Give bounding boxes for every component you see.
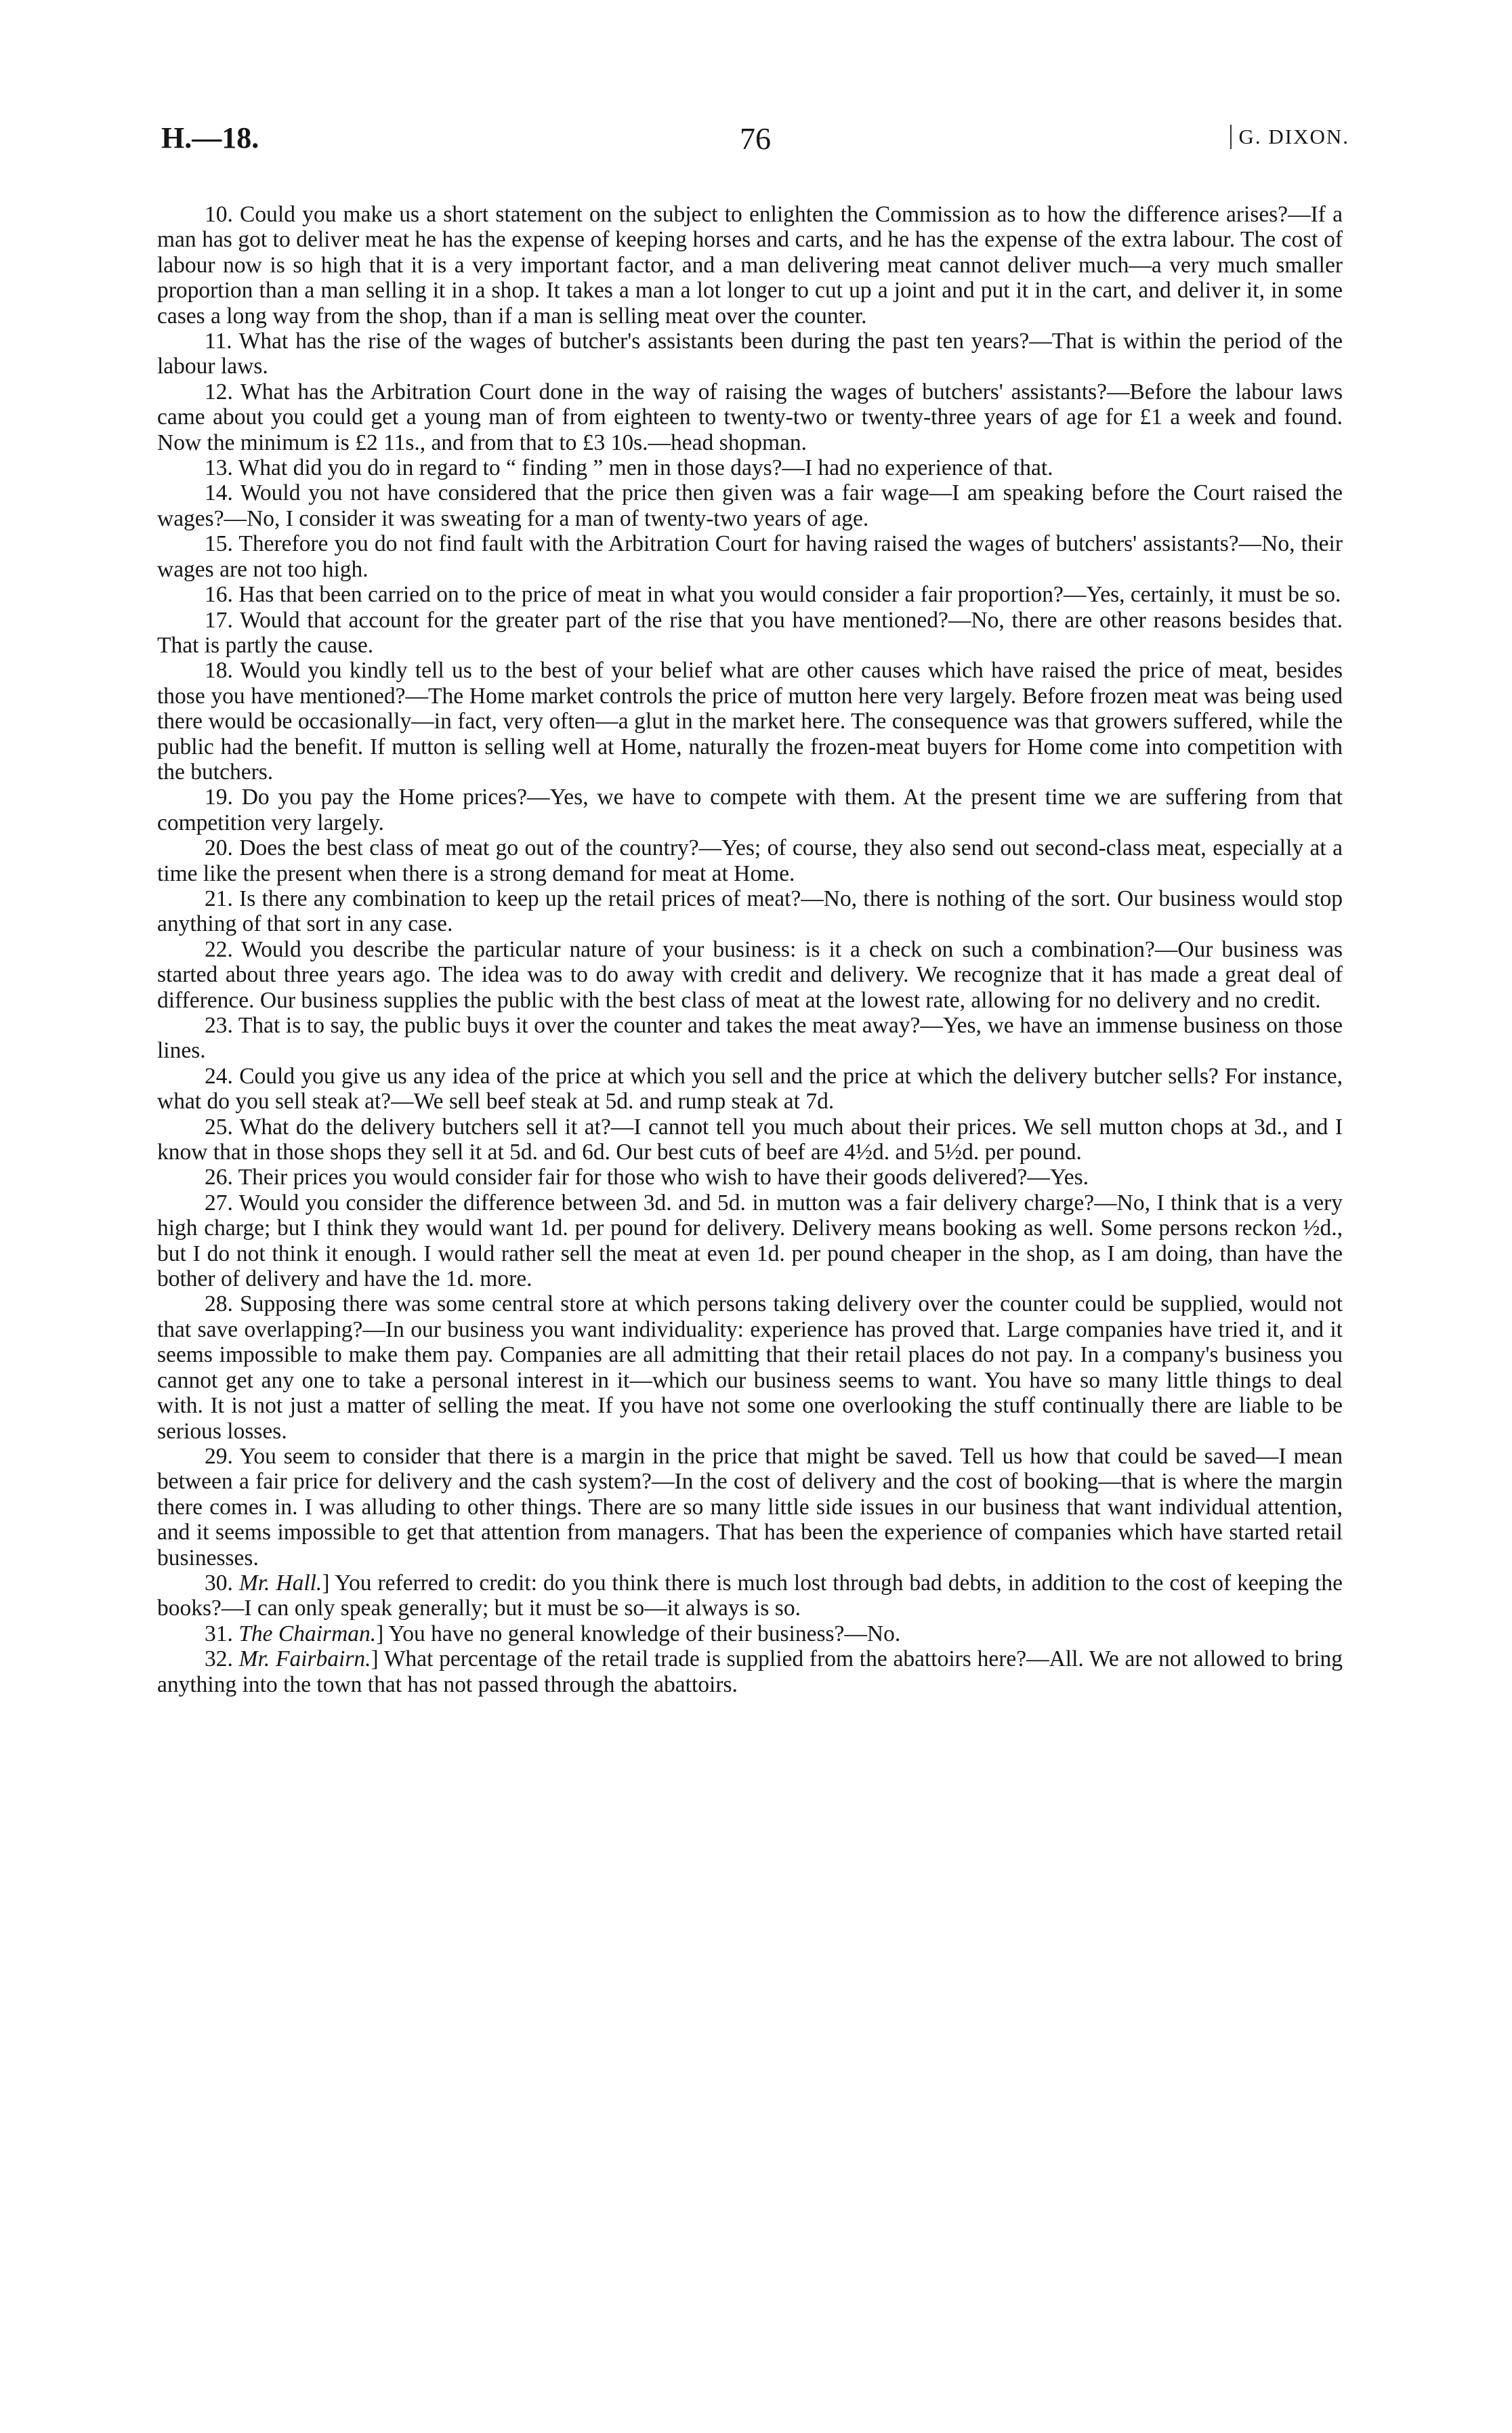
question-answer-paragraph xyxy=(157,202,1343,329)
question-answer-text: That is to say, the public buys it over the counter and takes the meat away?—Yes, we have an immense business on those lines. xyxy=(157,1013,1343,1064)
question-answer-text: What do the delivery butchers sell it at?—I cannot tell you much about their prices. We sell mutton chops at 3d., and I know that in those shops they sell it at 5d. and 6d. Our best cuts of beef are 4½d. and 5½d. per pound. xyxy=(157,1114,1343,1165)
question-answer-paragraph xyxy=(157,937,1343,1013)
question-answer-paragraph xyxy=(157,835,1343,886)
question-answer-text: Would you describe the particular nature of your business: is it a check on such a combination?—Our business was started about three years ago. The idea was to do away with credit and delivery. We recognize that it has made a great deal of difference. Our business supplies the public with the best class of meat at the lowest rate, allowing for no delivery and no credit. xyxy=(157,936,1343,1013)
question-answer-text: Would you not have considered that the price then given was a fair wage—I am speaking before the Court raised the wages?—No, I consider it was sweating for a man of twenty-two years of age. xyxy=(157,480,1343,531)
question-answer-text: What did you do in regard to “ finding ” men in those days?—I had no experience of that. xyxy=(238,455,1053,481)
question-number: 24. xyxy=(205,1063,233,1089)
question-number: 28. xyxy=(205,1291,233,1317)
question-answer-text: ] You referred to credit: do you think there is much lost through bad debts, in addition to the cost of keeping the books?—I can only speak generally; but it must be so—it always is so. xyxy=(157,1570,1343,1621)
question-answer-text: What has the Arbitration Court done in the way of raising the wages of butchers' assistants?—Before the labour laws came about you could get a young man of from eighteen to twenty-two or twenty-three years of age for £1 a week and found. Now the minimum is £2 11s., and from that to £3 10s.—head shopman. xyxy=(157,379,1343,455)
page-header xyxy=(161,121,1349,168)
question-answer-text: Their prices you would consider fair for those who wish to have their goods delivered?—Yes. xyxy=(238,1165,1089,1190)
question-answer-paragraph xyxy=(157,329,1343,379)
question-number: 16. xyxy=(205,582,233,608)
question-answer-text: Would you consider the difference between 3d. and 5d. in mutton was a fair delivery charge?—No, I think that is a very high charge; but I think they would want 1d. per pound for delivery. Delivery means booking as well. Some persons reckon ½d., but I do not think it enough. I would rather sell the meat at even 1d. per pound cheaper in the shop, as I am doing, than have the bother of delivery and have the 1d. more. xyxy=(157,1190,1343,1292)
question-number: 18. xyxy=(205,658,233,684)
speaker-name: Mr. Fairbairn. xyxy=(238,1646,371,1672)
question-answer-paragraph xyxy=(157,455,1343,480)
question-answer-paragraph xyxy=(157,1115,1343,1165)
question-answer-text: ] What percentage of the retail trade is supplied from the abattoirs here?—All. We are not allowed to bring anything into the town that has not passed through the abattoirs. xyxy=(157,1646,1343,1697)
question-number: 26. xyxy=(205,1165,233,1190)
question-answer-paragraph xyxy=(157,582,1343,607)
question-answer-text: Could you make us a short statement on the subject to enlighten the Commission as to how the difference arises?—If a man has got to deliver meat he has the expense of keeping horses and carts, and he has the expense of the extra labour. The cost of labour now is so high that it is a very important factor, and a man delivering meat cannot deliver much—a very much smaller proportion than a man selling it in a shop. It takes a man a lot longer to cut up a joint and put it in the cart, and deliver it, in some cases a long way from the shop, than if a man is selling meat over the counter. xyxy=(157,202,1343,329)
speaker-name: Mr. Hall. xyxy=(238,1570,322,1596)
question-answer-text: Supposing there was some central store at which persons taking delivery over the counter could be supplied, would not that save overlapping?—In our business you want individuality: experience has proved that. Large companies have tried it, and it seems impossible to make them pay. Companies are all admitting that their retail places do not pay. In a company's business you cannot get any one to take a personal interest in it—which our business seems to want. You have so many little things to deal with. It is not just a matter of selling the meat. If you have not some one overlooking the stuff continually there are liable to be serious losses. xyxy=(157,1291,1343,1444)
question-answer-paragraph xyxy=(157,785,1343,835)
question-answer-text: You seem to consider that there is a margin in the price that might be saved. Tell us how that could be saved—I mean between a fair price for delivery and the cash system?—In the cost of delivery and the cost of booking—that is where the margin there comes in. I was alluding to other things. There are so many little side issues in our business that want individual attention, and it seems impossible to get that attention from managers. That has been the experience of companies which have started retail businesses. xyxy=(157,1443,1343,1571)
question-answer-text: Therefore you do not find fault with the Arbitration Court for having raised the wages of butchers' assistants?—No, their wages are not too high. xyxy=(157,531,1343,582)
question-answer-text: What has the rise of the wages of butcher's assistants been during the past ten years?—That is within the period of the labour laws. xyxy=(157,329,1343,379)
question-answer-text: Do you pay the Home prices?—Yes, we have to compete with them. At the present time we are suffering from that competition very largely. xyxy=(157,785,1343,835)
question-answer-text: Would that account for the greater part of the rise that you have mentioned?—No, there are other reasons besides that. That is partly the cause. xyxy=(157,607,1343,658)
speaker-name: The Chairman. xyxy=(238,1621,377,1646)
question-answer-paragraph xyxy=(157,1165,1343,1190)
question-number: 12. xyxy=(205,379,233,404)
question-answer-paragraph xyxy=(157,886,1343,937)
question-answer-paragraph xyxy=(157,1064,1343,1115)
question-number: 13. xyxy=(205,455,233,481)
question-answer-paragraph xyxy=(157,1190,1343,1292)
witness-name: G. DIXON. xyxy=(1230,125,1349,149)
question-answer-paragraph xyxy=(157,1291,1343,1443)
question-number: 22. xyxy=(205,936,233,962)
question-number: 17. xyxy=(205,607,233,633)
question-number: 20. xyxy=(205,835,233,861)
paper-reference: H.—18. xyxy=(161,121,259,154)
question-answer-paragraph xyxy=(157,658,1343,785)
question-number: 14. xyxy=(205,480,233,506)
question-answer-text: Could you give us any idea of the price at which you sell and the price at which the delivery butcher sells? For instance, what do you sell steak at?—We sell beef steak at 5d. and rump steak at 7d. xyxy=(157,1063,1343,1115)
question-answer-paragraph xyxy=(157,1444,1343,1571)
question-answer-text: Is there any combination to keep up the retail prices of meat?—No, there is nothing of the sort. Our business would stop anything of that sort in any case. xyxy=(157,886,1343,937)
question-number: 23. xyxy=(205,1013,233,1038)
question-answer-paragraph xyxy=(157,480,1343,531)
question-answer-text: Would you kindly tell us to the best of your belief what are other causes which have raised the price of meat, besides those you have mentioned?—The Home market controls the price of mutton here very largely. Before frozen meat was being used there would be occasionally—in fact, very often—a glut in the market here. The consequence was that growers suffered, while the public had the benefit. If mutton is selling well at Home, naturally the frozen-meat buyers for Home come into competition with the butchers. xyxy=(157,658,1343,785)
question-answer-paragraph xyxy=(157,1646,1343,1697)
question-answer-paragraph xyxy=(157,608,1343,659)
question-number: 30. xyxy=(205,1570,233,1596)
page-number: 76 xyxy=(740,121,771,156)
question-answer-paragraph xyxy=(157,1621,1343,1646)
question-number: 32. xyxy=(205,1646,233,1672)
question-number: 25. xyxy=(205,1114,233,1140)
question-answer-text: Does the best class of meat go out of the country?—Yes; of course, they also send out second-class meat, especially at a time like the present when there is a strong demand for meat at Home. xyxy=(157,835,1343,886)
question-answer-paragraph xyxy=(157,1571,1343,1621)
question-number: 29. xyxy=(205,1443,233,1469)
question-answer-paragraph xyxy=(157,379,1343,455)
testimony-body xyxy=(157,202,1343,1697)
question-number: 21. xyxy=(205,886,233,911)
question-number: 15. xyxy=(205,531,233,557)
question-number: 19. xyxy=(205,785,233,810)
question-answer-paragraph xyxy=(157,1013,1343,1064)
question-number: 10. xyxy=(205,202,233,227)
question-number: 11. xyxy=(205,329,232,354)
question-number: 27. xyxy=(205,1190,233,1215)
question-number: 31. xyxy=(205,1621,233,1646)
question-answer-paragraph xyxy=(157,531,1343,582)
question-answer-text: Has that been carried on to the price of meat in what you would consider a fair proportion?—Yes, certainly, it must be so. xyxy=(238,582,1341,608)
question-answer-text: ] You have no general knowledge of their business?—No. xyxy=(376,1621,901,1646)
